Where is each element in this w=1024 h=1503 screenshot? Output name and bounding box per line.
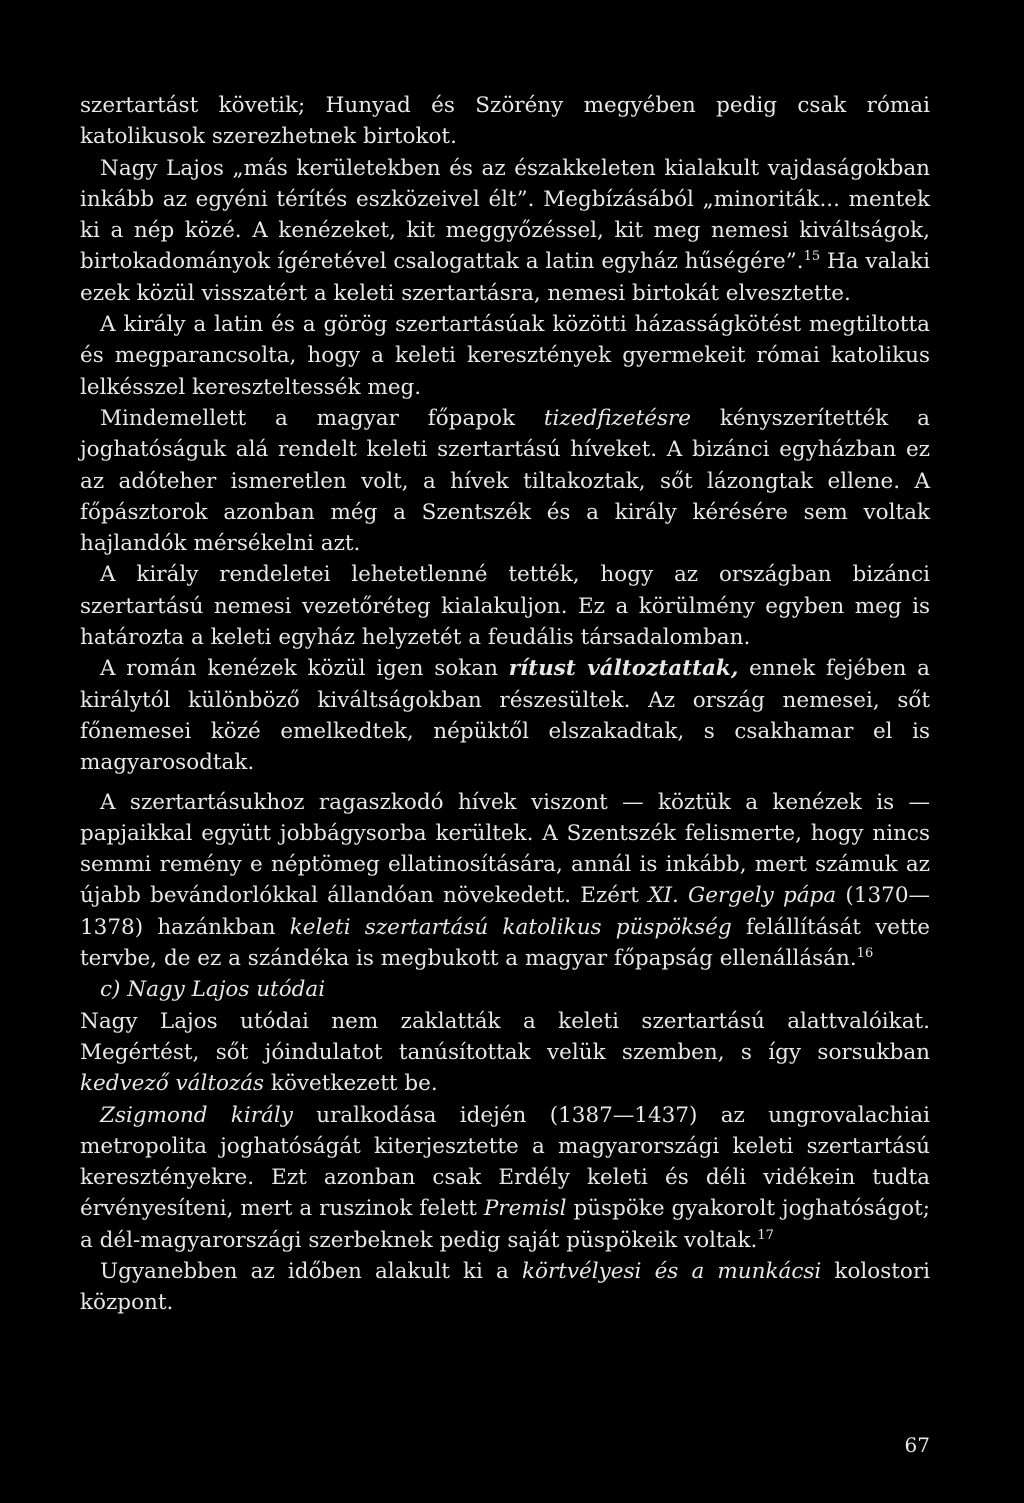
p9-emphasis-1: Zsigmond király: [100, 1102, 293, 1128]
paragraph-1: [80, 90, 930, 153]
footnote-ref-15: 15: [803, 249, 821, 265]
p6-text-b: ennek fejében a királytól különböző kiváltságokban részesültek. Az ország nemesei, sőt főnemesei közé emelkedtek, népüktől elszakadtak, s csakhamar el is magyarosodtak.: [80, 656, 930, 776]
p8-emphasis: kedvező változás: [80, 1071, 265, 1097]
p7-text-c: felállítását vette tervbe, de ez a szándéka is megbukott a magyar főpapság ellenállásán.: [80, 914, 931, 972]
paragraph-7: [80, 787, 930, 975]
p4-text-a: Mindemellett a magyar főpapok: [100, 405, 544, 431]
p10-text-b: kolostori központ.: [80, 1258, 930, 1316]
p9-text-b: püspöke gyakorolt joghatóságot; a dél-magyarországi szerbeknek pedig saját püspökeik voltak.: [80, 1196, 930, 1253]
p6-emphasis: rítust változtattak,: [508, 656, 739, 682]
p5-text: A király rendeletei lehetetlenné tették, hogy az országban bizánci szertartású nemesi vezetőréteg kialakuljon. Ez a körülmény egyben meg is határozta a keleti egyház helyzetét a feudális társadalomban.: [80, 562, 930, 651]
paragraph-10: [80, 1256, 930, 1319]
page-body: [80, 90, 930, 1319]
p10-emphasis: körtvélyesi és a munkácsi: [522, 1258, 822, 1284]
p2-text-a: Nagy Lajos „más kerületekben és az északkeleten kialakult vajdaságokban inkább az egyéni térítés eszközeivel élt”. Megbízásából „minoriták... mentek ki a nép közé. A kenézeket, kit meggyőzéssel, kit meg nemesi kiváltságok, birtokadományok ígéretével csalogattak a latin egyház hűségére”.: [80, 155, 930, 275]
p8-text-a: Nagy Lajos utódai nem zaklatták a keleti szertartású alattvalóikat. Megértést, sőt jóindulatot tanúsítottak velük szemben, s így sorsukban: [80, 1008, 930, 1065]
p8-text-b: következett be.: [264, 1071, 438, 1097]
p1-text: szertartást követik; Hunyad és Szörény megyében pedig csak római katolikusok szerezhetnek birtokot.: [80, 93, 930, 150]
paragraph-4: [80, 403, 930, 559]
spacer: [80, 779, 930, 787]
footnote-ref-16: 16: [856, 946, 874, 962]
p7-emphasis-1: XI. Gergely pápa: [648, 883, 837, 909]
section-heading: c) Nagy Lajos utódai: [100, 977, 326, 1003]
footnote-ref-17: 17: [757, 1227, 774, 1243]
p9-text-a: uralkodása idején (1387—1437) az ungrovalachiai metropolita joghatóságát kiterjesztette a magyarországi keleti szertartású keresztényekre. Ezt azonban csak Erdély keleti és déli vidékein tudta érvényesíteni, mert a ruszinok felett: [80, 1102, 930, 1222]
paragraph-5: [80, 559, 930, 653]
paragraph-2: [80, 153, 930, 309]
paragraph-9: [80, 1100, 930, 1256]
p10-text-a: Ugyanebben az időben alakult ki a: [100, 1258, 523, 1284]
p3-text: A király a latin és a görög szertartásúak közötti házasságkötést megtiltotta és megparancsolta, hogy a keleti keresztények gyermekeit római katolikus lelkésszel kereszteltessék meg.: [80, 312, 930, 400]
p2-text-b: Ha valaki ezek közül visszatért a keleti szertartásra, nemesi birtokát elvesztette.: [80, 249, 930, 306]
paragraph-8: [80, 1006, 930, 1100]
page-number: 67: [904, 1433, 930, 1457]
p7-text-a: A szertartásukhoz ragaszkodó hívek viszont — köztük a kenézek is — papjaikkal együtt jobbágysorba kerültek. A Szentszék felismerte, hogy nincs semmi remény e néptömeg ellatinosítására, annál is inkább, mert számuk az újabb bevándorlókkal állandóan növekedett. Ezért: [80, 789, 930, 909]
paragraph-6: [80, 653, 930, 778]
p6-text-a: A román kenézek közül igen sokan: [100, 656, 509, 682]
paragraph-3: [80, 309, 930, 403]
p7-emphasis-2: keleti szertartású katolikus püspökség: [289, 914, 732, 940]
p9-emphasis-2: Premisl: [483, 1196, 567, 1222]
p7-text-b: (1370—1378) hazánkban: [80, 883, 930, 940]
p4-emphasis: tizedfizetésre: [543, 405, 692, 431]
p4-text-b: kényszerítették a joghatóságuk alá rendelt keleti szertartású híveket. A bizánci egyházban ez az adóteher ismeretlen volt, a hívek tiltakoztak, sőt lázongtak ellene. A főpásztorok azonban még a Szentszék és a király kérésére sem voltak hajlandók mérsékelni azt.: [80, 405, 930, 557]
